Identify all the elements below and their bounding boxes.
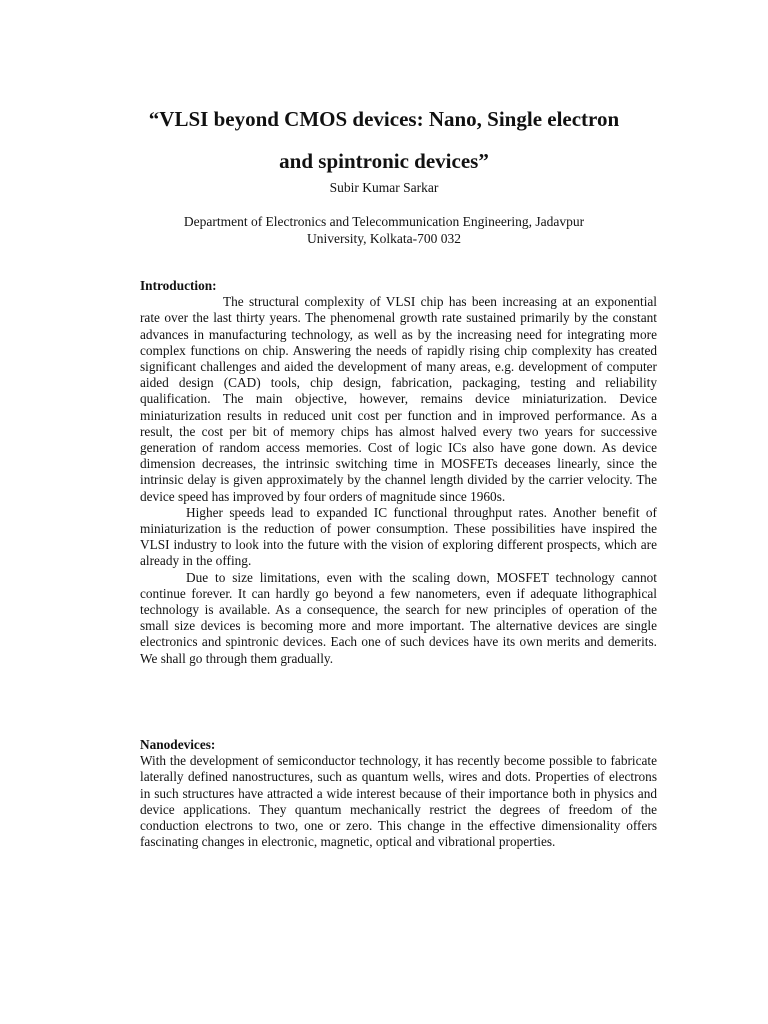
affiliation-line-1: Department of Electronics and Telecommunication Engineering, Jadavpur [183, 214, 585, 229]
author-affiliation [160, 213, 608, 247]
introduction-paragraph-2: Higher speeds lead to expanded IC functional throughput rates. Another benefit of miniaturization is the reduction of power consumption. These possibilities have inspired the VLSI industry to look into the future with the vision of exploring different prospects, which are already in the offing. [140, 504, 657, 569]
introduction-section [140, 278, 657, 667]
nanodevices-section [140, 737, 657, 850]
author-name: Subir Kumar Sarkar [329, 180, 439, 195]
nanodevices-heading: Nanodevices: [140, 737, 216, 752]
introduction-paragraph-3: Due to size limitations, even with the scaling down, MOSFET technology cannot continue forever. It can hardly go beyond a few nanometers, even if adequate lithographical technology is available. As a consequence, the search for new principles of operation of the small size devices is becoming more and more important. The alternative devices are single electronics and spintronic devices. Each one of such devices have its own merits and demerits. We shall go through them gradually. [140, 569, 657, 666]
paper-title-line-1: “VLSI beyond CMOS devices: Nano, Single electron [148, 107, 620, 131]
introduction-paragraph-1: The structural complexity of VLSI chip has been increasing at an exponential rate over the last thirty years. The phenomenal growth rate sustained primarily by the constant advances in manufacturing technology, as well as by the increasing need for integrating more complex functions on chip. Answering the needs of rapidly rising chip complexity has created significant challenges and aided the development of many areas, e.g. development of computer aided design (CAD) tools, chip design, fabrication, packaging, testing and reliability qualification. The main objective, however, remains device miniaturization. Device miniaturization results in reduced unit cost per function and in improved performance. As a result, the cost per bit of memory chips has almost halved every two years for successive generation of random access memories. Cost of logic ICs also have gone down. As device dimension decreases, the intrinsic switching time in MOSFETs deceases linearly, since the intrinsic delay is given approximately by the channel length divided by the carrier velocity. The device speed has improved by four orders of magnitude since 1960s. [140, 294, 657, 504]
paper-title [100, 98, 668, 182]
paper-title-line-2: and spintronic devices” [279, 149, 489, 173]
affiliation-line-2: University, Kolkata-700 032 [307, 231, 461, 246]
introduction-heading: Introduction: [140, 278, 217, 293]
nanodevices-paragraph: With the development of semiconductor technology, it has recently become possible to fabricate laterally defined nanostructures, such as quantum wells, wires and dots. Properties of electrons in such structures have attracted a wide interest because of their importance both in physics and device applications. They quantum mechanically restrict the degrees of freedom of the conduction electrons to two, one or zero. This change in the effective dimensionality offers fascinating changes in electronic, magnetic, optical and vibrational properties. [140, 753, 657, 850]
